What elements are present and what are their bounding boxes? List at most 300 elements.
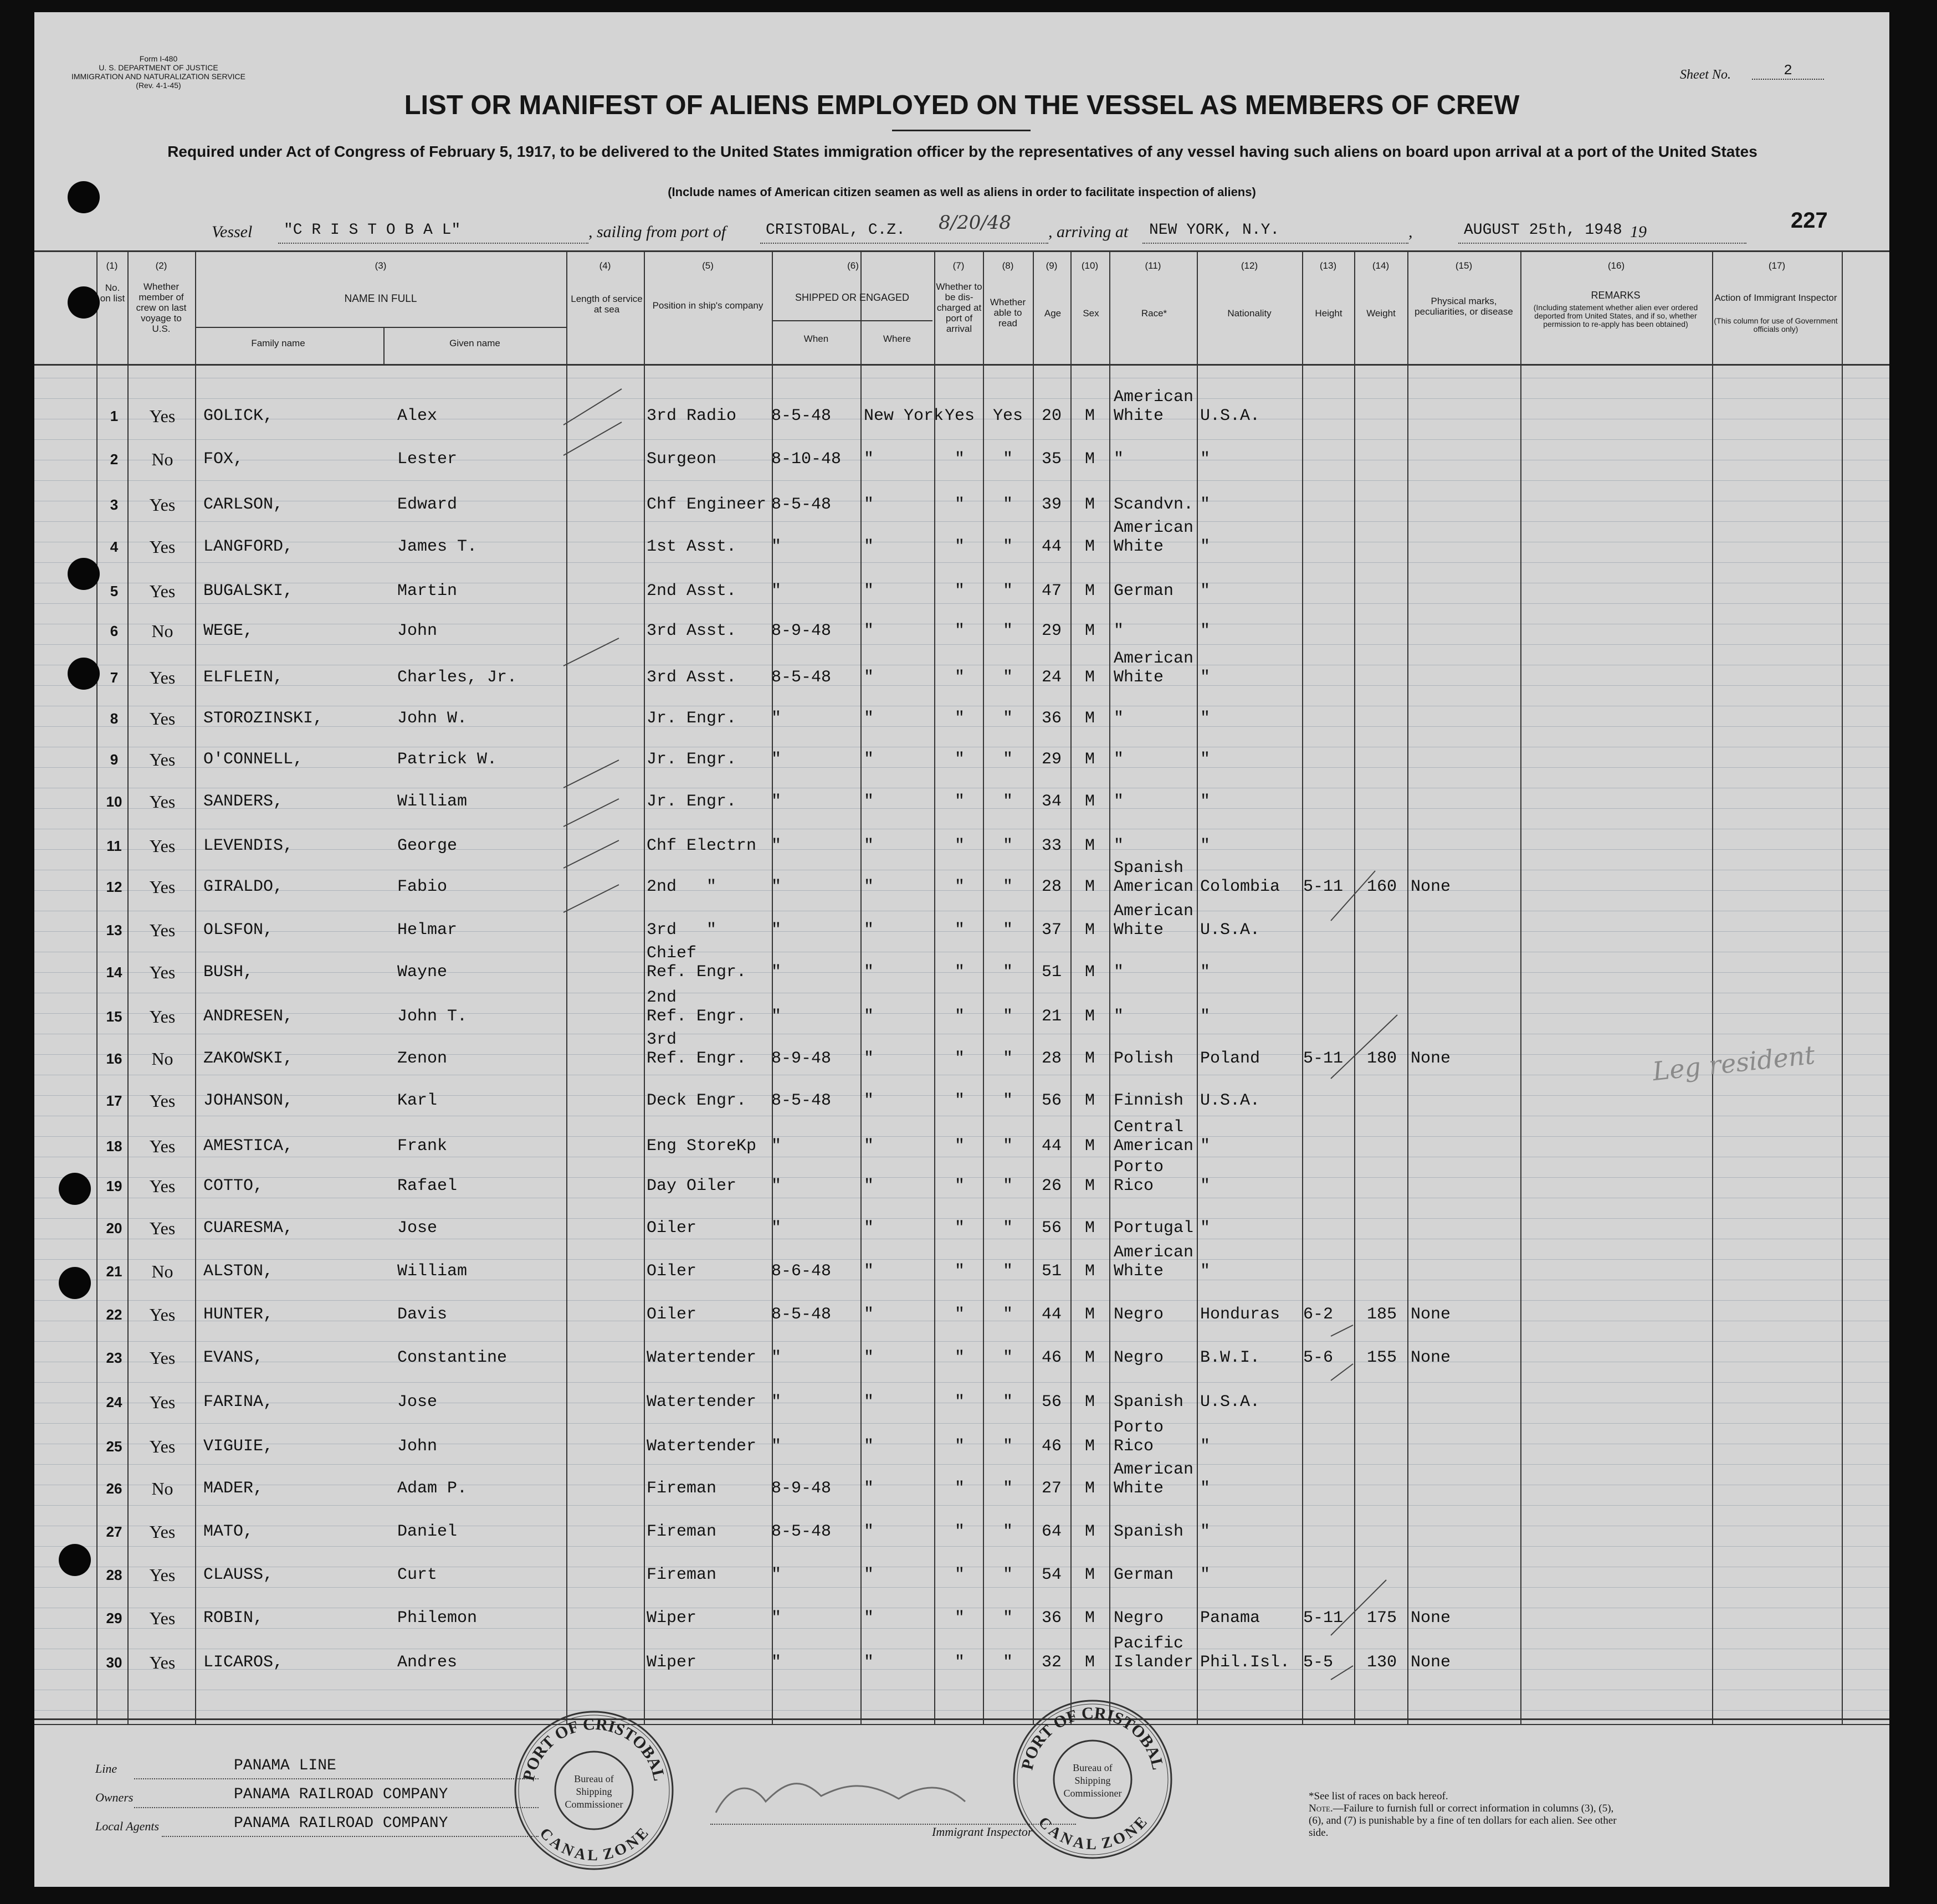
family-name-cell: ROBIN, — [203, 1609, 264, 1628]
family-name-cell: HUNTER, — [203, 1305, 274, 1324]
nationality-cell: Phil.Isl. — [1200, 1653, 1290, 1672]
nationality-cell: Panama — [1200, 1609, 1260, 1628]
given-name-cell: John W. — [397, 709, 468, 728]
column-number: (14) — [1372, 260, 1390, 271]
able-to-read-cell: " — [1002, 792, 1013, 811]
year-label: 19 — [1630, 223, 1647, 241]
shipped-when-cell: " — [771, 792, 782, 811]
sex-cell: M — [1084, 1437, 1095, 1456]
sex-cell: M — [1084, 1393, 1095, 1412]
age-cell: 54 — [1041, 1566, 1062, 1584]
sex-cell: M — [1084, 1522, 1095, 1541]
shipped-when-cell: " — [771, 921, 782, 940]
given-name-cell: George — [397, 836, 458, 855]
physical-marks-cell: None — [1411, 1653, 1451, 1672]
shipped-where-cell: " — [864, 495, 874, 514]
form-department: U. S. DEPARTMENT OF JUSTICE — [99, 63, 218, 72]
row-number-cell: 9 — [110, 751, 119, 768]
shipped-where-cell: " — [864, 1479, 874, 1498]
length-service-checks — [563, 389, 1397, 1680]
age-cell: 29 — [1041, 622, 1062, 640]
check-mark — [1331, 871, 1375, 921]
race-cell: German — [1114, 1566, 1174, 1584]
shipped-when-cell: " — [771, 709, 782, 728]
column-number: (7) — [952, 260, 965, 271]
race-cell: Scandvn. — [1114, 495, 1194, 514]
sex-cell: M — [1084, 1479, 1095, 1498]
able-to-read-cell: " — [1002, 1609, 1013, 1628]
race-cell: " — [1114, 750, 1124, 769]
seal-top-path: PORT OF CRISTOBAL — [1018, 1703, 1167, 1772]
position-cell: Eng StoreKp — [647, 1137, 757, 1156]
header-age: Age — [1044, 308, 1062, 319]
sex-cell: M — [1084, 1049, 1095, 1068]
sex-cell: M — [1084, 750, 1095, 769]
race-cell: " — [1114, 836, 1124, 855]
row-number-cell: 2 — [110, 451, 119, 468]
row-number-cell: 27 — [106, 1523, 122, 1540]
weight-cell: 175 — [1366, 1609, 1397, 1628]
position-cell: Fireman — [647, 1522, 717, 1541]
family-name-cell: JOHANSON, — [203, 1091, 294, 1110]
punch-hole — [68, 658, 100, 690]
able-to-read-cell: " — [1002, 1653, 1013, 1672]
form-revision: (Rev. 4-1-45) — [136, 81, 181, 90]
height-cell: 5-5 — [1303, 1653, 1334, 1672]
shipped-where-cell: " — [864, 1219, 874, 1238]
sex-cell: M — [1084, 1091, 1095, 1110]
nationality-cell: U.S.A. — [1200, 1393, 1260, 1412]
race-cell: American White — [1114, 1243, 1194, 1281]
given-name-cell: Curt — [397, 1566, 438, 1584]
race-cell: Spanish — [1114, 1522, 1184, 1541]
age-cell: 36 — [1041, 709, 1062, 728]
able-to-read-cell: " — [1002, 1007, 1013, 1026]
given-name-cell: Andres — [397, 1653, 458, 1672]
given-name-cell: Zenon — [397, 1049, 448, 1068]
age-cell: 56 — [1041, 1219, 1062, 1238]
sex-cell: M — [1084, 450, 1095, 469]
physical-marks-cell: None — [1411, 877, 1451, 896]
able-to-read-cell: " — [1002, 668, 1013, 687]
shipped-when-cell: " — [771, 1348, 782, 1367]
header-discharged: Whether to be dis-charged at port of arrival — [936, 281, 982, 334]
nationality-cell: " — [1200, 750, 1211, 769]
able-to-read-cell: " — [1002, 450, 1013, 469]
row-number-cell: 19 — [106, 1178, 122, 1194]
sex-cell: M — [1084, 1653, 1095, 1672]
height-cell: 5-11 — [1303, 1609, 1344, 1628]
shipped-when-cell: " — [771, 1653, 782, 1672]
able-to-read-cell: " — [1002, 1479, 1013, 1498]
able-to-read-cell: " — [1002, 921, 1013, 940]
able-to-read-cell: Yes — [992, 407, 1023, 425]
sex-cell: M — [1084, 1262, 1095, 1281]
position-cell: Jr. Engr. — [647, 709, 737, 728]
form-number: Form I-480 — [139, 54, 178, 63]
age-cell: 28 — [1041, 877, 1062, 896]
age-cell: 51 — [1041, 1262, 1062, 1281]
member-last-voyage-cell: Yes — [149, 1091, 176, 1111]
member-last-voyage-cell: No — [151, 449, 173, 469]
given-name-cell: Daniel — [397, 1522, 458, 1541]
nationality-cell: " — [1200, 495, 1211, 514]
shipped-when-cell: 8-5-48 — [771, 668, 832, 687]
position-cell: Oiler — [647, 1262, 697, 1281]
member-last-voyage-cell: Yes — [149, 1652, 176, 1672]
weight-cell: 180 — [1366, 1049, 1397, 1068]
nationality-cell: " — [1200, 1137, 1211, 1156]
nationality-cell: U.S.A. — [1200, 1091, 1260, 1110]
family-name-cell: BUSH, — [203, 963, 254, 982]
arrival-date: AUGUST 25th, 1948 — [1464, 222, 1622, 239]
header-action-sub: (This column for use of Government officials only) — [1714, 316, 1838, 333]
shipped-where-cell: " — [864, 1522, 874, 1541]
family-name-cell: O'CONNELL, — [203, 750, 304, 769]
column-number: (10) — [1081, 260, 1099, 271]
nationality-cell: " — [1200, 836, 1211, 855]
nationality-cell: Honduras — [1200, 1305, 1280, 1324]
header-where: Where — [883, 333, 911, 344]
shipped-when-cell: " — [771, 1609, 782, 1628]
weight-cell: 155 — [1366, 1348, 1397, 1367]
family-name-cell: WEGE, — [203, 622, 254, 640]
sailing-label: , sailing from port of — [588, 223, 726, 241]
row-number-cell: 25 — [106, 1438, 122, 1455]
discharged-cell: " — [954, 836, 965, 855]
nationality-cell: Colombia — [1200, 877, 1280, 896]
given-name-cell: James T. — [397, 537, 478, 556]
check-mark — [1331, 1015, 1397, 1079]
shipped-where-cell: " — [864, 1262, 874, 1281]
seal-top-path: PORT OF CRISTOBAL — [519, 1715, 669, 1783]
discharged-cell: " — [954, 1393, 965, 1412]
family-name-cell: CUARESMA, — [203, 1219, 294, 1238]
race-cell: Central American — [1114, 1118, 1194, 1156]
check-mark — [1331, 1325, 1353, 1336]
able-to-read-cell: " — [1002, 1262, 1013, 1281]
shipped-where-cell: " — [864, 709, 874, 728]
row-number-cell: 23 — [106, 1349, 122, 1366]
given-name-cell: John — [397, 622, 438, 640]
row-number-cell: 8 — [110, 710, 119, 727]
check-mark — [563, 799, 619, 827]
fine-note — [1309, 1803, 1619, 1839]
physical-marks-cell: None — [1411, 1609, 1451, 1628]
race-cell: American White — [1114, 388, 1194, 425]
row-number-cell: 11 — [106, 838, 122, 854]
header-sex: Sex — [1083, 308, 1099, 319]
discharged-cell: " — [954, 1091, 965, 1110]
able-to-read-cell: " — [1002, 1049, 1013, 1068]
seal-center-line-2: Shipping — [576, 1786, 612, 1797]
position-cell: Fireman — [647, 1479, 717, 1498]
row-number-cell: 14 — [106, 964, 122, 981]
able-to-read-cell: " — [1002, 836, 1013, 855]
shipped-when-cell: 8-10-48 — [771, 450, 842, 469]
given-name-cell: Charles, Jr. — [397, 668, 517, 687]
age-cell: 32 — [1041, 1653, 1062, 1672]
handwritten-marks — [34, 12, 1889, 1887]
comma-sep: , — [1408, 223, 1413, 241]
seal-center-line-2: Shipping — [1074, 1775, 1111, 1786]
inspector-label: Immigrant Inspector — [932, 1825, 1033, 1839]
column-number: (12) — [1241, 260, 1258, 271]
given-name-cell: Wayne — [397, 963, 448, 982]
nationality-cell: " — [1200, 668, 1211, 687]
position-cell: Watertender — [647, 1393, 757, 1412]
member-last-voyage-cell: Yes — [149, 962, 176, 982]
row-number-cell: 4 — [110, 538, 119, 555]
race-cell: American White — [1114, 1460, 1194, 1498]
given-name-cell: Helmar — [397, 921, 458, 940]
header-action: Action of Immigrant Inspector — [1714, 292, 1837, 303]
position-cell: Wiper — [647, 1609, 697, 1628]
given-name-cell: Davis — [397, 1305, 448, 1324]
shipped-where-cell: " — [864, 1348, 874, 1367]
shipped-when-cell: " — [771, 1007, 782, 1026]
nationality-cell: U.S.A. — [1200, 921, 1260, 940]
punch-hole — [59, 1544, 91, 1576]
shipped-where-cell: " — [864, 792, 874, 811]
row-number-cell: 30 — [106, 1654, 122, 1671]
row-number-cell: 21 — [106, 1263, 122, 1280]
shipped-where-cell: " — [864, 1177, 874, 1195]
shipped-when-cell: " — [771, 836, 782, 855]
sex-cell: M — [1084, 963, 1095, 982]
given-name-cell: Philemon — [397, 1609, 478, 1628]
age-cell: 26 — [1041, 1177, 1062, 1195]
shipped-where-cell: " — [864, 1609, 874, 1628]
height-cell: 5-11 — [1303, 1049, 1344, 1068]
age-cell: 64 — [1041, 1522, 1062, 1541]
vessel-label: Vessel — [212, 223, 253, 241]
family-name-cell: STOROZINSKI, — [203, 709, 324, 728]
sex-cell: M — [1084, 792, 1095, 811]
race-cell: Porto Rico — [1114, 1158, 1164, 1195]
member-last-voyage-cell: Yes — [149, 836, 176, 856]
race-cell: " — [1114, 622, 1124, 640]
able-to-read-cell: " — [1002, 750, 1013, 769]
discharged-cell: " — [954, 792, 965, 811]
sex-cell: M — [1084, 1007, 1095, 1026]
discharged-cell: " — [954, 1177, 965, 1195]
given-name-cell: John T. — [397, 1007, 468, 1026]
sex-cell: M — [1084, 495, 1095, 514]
discharged-cell: " — [954, 622, 965, 640]
note-label: Note. — [1309, 1803, 1333, 1814]
age-cell: 29 — [1041, 750, 1062, 769]
position-cell: Chf Engineer — [647, 495, 767, 514]
shipped-where-cell: " — [864, 750, 874, 769]
header-height: Height — [1315, 308, 1342, 319]
footer-owners-value: PANAMA RAILROAD COMPANY — [234, 1786, 448, 1803]
sex-cell: M — [1084, 1177, 1095, 1195]
physical-marks-cell: None — [1411, 1348, 1451, 1367]
shipped-where-cell: " — [864, 836, 874, 855]
header-member-last-voyage: Whether member of crew on last voyage to U.S. — [136, 281, 187, 334]
nationality-cell: B.W.I. — [1200, 1348, 1260, 1367]
sheet-label: Sheet No. — [1680, 68, 1731, 82]
age-cell: 44 — [1041, 1305, 1062, 1324]
shipped-when-cell: " — [771, 877, 782, 896]
discharged-cell: " — [954, 750, 965, 769]
shipped-when-cell: " — [771, 750, 782, 769]
race-cell: Negro — [1114, 1305, 1164, 1324]
seal-bottom-path: CANAL ZONE — [1034, 1813, 1151, 1854]
given-name-cell: Jose — [397, 1219, 438, 1238]
sex-cell: M — [1084, 1348, 1095, 1367]
shipped-where-cell: " — [864, 1653, 874, 1672]
shipped-where-cell: " — [864, 450, 874, 469]
shipped-when-cell: " — [771, 1137, 782, 1156]
age-cell: 56 — [1041, 1393, 1062, 1412]
member-last-voyage-cell: Yes — [149, 1007, 176, 1027]
physical-marks-cell: None — [1411, 1305, 1451, 1324]
family-name-cell: COTTO, — [203, 1177, 264, 1195]
header-given-name: Given name — [449, 338, 500, 348]
header-nationality: Nationality — [1227, 308, 1272, 319]
position-cell: 3rd Asst. — [647, 622, 737, 640]
row-number-cell: 26 — [106, 1480, 122, 1497]
column-number: (5) — [702, 260, 714, 271]
header-remarks-sub: (Including statement whether alien ever ordered deported from United States, and if so, whether permission to re-apply has been obtained) — [1533, 303, 1698, 329]
header-family-name: Family name — [251, 338, 305, 348]
sex-cell: M — [1084, 836, 1095, 855]
position-cell: Oiler — [647, 1305, 697, 1324]
seal-top-text — [1018, 1704, 1167, 1772]
nationality-cell: " — [1200, 709, 1211, 728]
shipped-when-cell: 8-9-48 — [771, 1049, 832, 1068]
shipped-where-cell: " — [864, 582, 874, 601]
member-last-voyage-cell: Yes — [149, 1218, 176, 1238]
shipped-when-cell: 8-5-48 — [771, 495, 832, 514]
race-cell: German — [1114, 582, 1174, 601]
able-to-read-cell: " — [1002, 1566, 1013, 1584]
footer-line-label: Line — [95, 1762, 117, 1775]
family-name-cell: FOX, — [203, 450, 244, 469]
given-name-cell: Constantine — [397, 1348, 508, 1367]
row-number-cell: 5 — [110, 583, 119, 599]
able-to-read-cell: " — [1002, 709, 1013, 728]
shipped-when-cell: " — [771, 963, 782, 982]
family-name-cell: SANDERS, — [203, 792, 284, 811]
given-name-cell: John — [397, 1437, 438, 1456]
column-number: (9) — [1046, 260, 1058, 271]
age-cell: 56 — [1041, 1091, 1062, 1110]
discharged-cell: " — [954, 450, 965, 469]
age-cell: 35 — [1041, 450, 1062, 469]
member-last-voyage-cell: Yes — [149, 668, 176, 687]
header-able-read: Whether able to read — [990, 297, 1026, 329]
sex-cell: M — [1084, 1219, 1095, 1238]
family-name-cell: BUGALSKI, — [203, 582, 294, 601]
member-last-voyage-cell: No — [151, 1261, 173, 1281]
header-remarks: REMARKS — [1591, 290, 1641, 301]
discharged-cell: " — [954, 537, 965, 556]
able-to-read-cell: " — [1002, 1177, 1013, 1195]
sex-cell: M — [1084, 1305, 1095, 1324]
header-when: When — [803, 333, 829, 344]
member-last-voyage-cell: Yes — [149, 1565, 176, 1585]
position-cell: Deck Engr. — [647, 1091, 747, 1110]
row-number-cell: 1 — [110, 408, 119, 424]
race-cell: Porto Rico — [1114, 1418, 1164, 1456]
family-name-cell: OLSFON, — [203, 921, 274, 940]
check-mark — [563, 389, 622, 425]
sex-cell: M — [1084, 1566, 1095, 1584]
weight-cell: 130 — [1366, 1653, 1397, 1672]
family-name-cell: VIGUIE, — [203, 1437, 274, 1456]
weight-cell: 185 — [1366, 1305, 1397, 1324]
age-cell: 51 — [1041, 963, 1062, 982]
row-number-cell: 7 — [110, 669, 119, 686]
age-cell: 46 — [1041, 1348, 1062, 1367]
discharged-cell: " — [954, 1479, 965, 1498]
nationality-cell: " — [1200, 1437, 1211, 1456]
member-last-voyage-cell: Yes — [149, 1392, 176, 1412]
member-last-voyage-cell: Yes — [149, 1436, 176, 1456]
check-mark — [1331, 1364, 1353, 1380]
height-cell: 6-2 — [1303, 1305, 1334, 1324]
row-number-cell: 10 — [106, 793, 122, 810]
check-mark — [563, 638, 619, 666]
race-cell: Spanish — [1114, 1393, 1184, 1412]
discharged-cell: " — [954, 1262, 965, 1281]
punch-hole — [68, 181, 100, 213]
discharged-cell: " — [954, 1522, 965, 1541]
header-shipped-engaged: SHIPPED OR ENGAGED — [795, 292, 910, 303]
shipped-when-cell: " — [771, 1219, 782, 1238]
column-number: (1) — [106, 260, 118, 271]
able-to-read-cell: " — [1002, 1137, 1013, 1156]
position-cell: 2nd Asst. — [647, 582, 737, 601]
handwritten-date: 8/20/48 — [939, 212, 1012, 234]
check-mark — [563, 422, 622, 455]
family-name-cell: LEVENDIS, — [203, 836, 294, 855]
race-cell: Negro — [1114, 1348, 1164, 1367]
shipped-when-cell: " — [771, 1437, 782, 1456]
shipped-where-cell: " — [864, 1137, 874, 1156]
column-number: (16) — [1607, 260, 1625, 271]
port-seal-left — [511, 1707, 677, 1874]
seal-top-text — [519, 1715, 668, 1783]
discharged-cell: " — [954, 1653, 965, 1672]
row-number-cell: 3 — [110, 496, 119, 513]
discharged-cell: " — [954, 1305, 965, 1324]
column-number: (11) — [1145, 260, 1161, 271]
nationality-cell: " — [1200, 622, 1211, 640]
footer-notes — [1309, 1790, 1619, 1839]
family-name-cell: FARINA, — [203, 1393, 274, 1412]
footer-line-dots — [134, 1777, 539, 1779]
age-cell: 46 — [1041, 1437, 1062, 1456]
sex-cell: M — [1084, 877, 1095, 896]
member-last-voyage-cell: Yes — [149, 495, 176, 515]
member-last-voyage-cell: Yes — [149, 1522, 176, 1542]
shipped-when-cell: 8-6-48 — [771, 1262, 832, 1281]
member-last-voyage-cell: Yes — [149, 1305, 176, 1325]
weight-cell: 160 — [1366, 877, 1397, 896]
age-cell: 36 — [1041, 1609, 1062, 1628]
race-cell: American White — [1114, 519, 1194, 556]
seal-center-line-1: Bureau of — [574, 1773, 614, 1784]
able-to-read-cell: " — [1002, 1393, 1013, 1412]
note-text: —Failure to furnish full or correct information in columns (3), (5), (6), and (7) is punishable by a fine of ten dollars for each alien. See other side. — [1309, 1803, 1617, 1839]
member-last-voyage-cell: Yes — [149, 1348, 176, 1368]
shipped-where-cell: " — [864, 921, 874, 940]
header-weight: Weight — [1366, 308, 1396, 319]
